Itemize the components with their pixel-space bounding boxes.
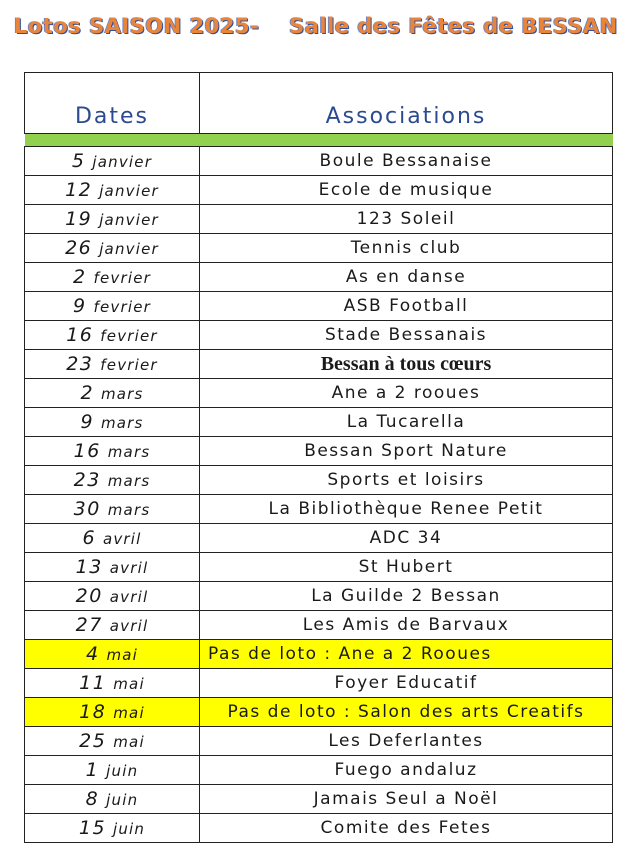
lotos-schedule-table	[24, 72, 613, 843]
date-day: 16	[66, 324, 94, 346]
table-row	[25, 582, 613, 611]
date-cell	[25, 669, 200, 698]
date-month: avril	[109, 617, 149, 635]
association-cell: Les Amis de Barvaux	[200, 611, 613, 640]
date-cell	[25, 640, 200, 669]
page-title	[14, 14, 618, 44]
date-cell	[25, 379, 200, 408]
date-day: 25	[79, 730, 107, 752]
date-cell	[25, 727, 200, 756]
date-day: 13	[75, 556, 103, 578]
date-day: 5	[71, 150, 86, 172]
date-cell	[25, 234, 200, 263]
date-day: 23	[73, 469, 101, 491]
table-row	[25, 379, 613, 408]
date-cell	[25, 466, 200, 495]
date-cell	[25, 553, 200, 582]
association-cell: Ane a 2 rooues	[200, 379, 613, 408]
date-cell	[25, 147, 200, 176]
table-row	[25, 292, 613, 321]
table-row	[25, 234, 613, 263]
date-month: mars	[107, 443, 151, 461]
table-row	[25, 321, 613, 350]
table-row	[25, 756, 613, 785]
date-cell	[25, 437, 200, 466]
association-cell: St Hubert	[200, 553, 613, 582]
association-cell: ASB Football	[200, 292, 613, 321]
date-month: fevrier	[93, 269, 152, 287]
association-cell: Pas de loto : Ane a 2 Rooues	[200, 640, 613, 669]
table-row	[25, 727, 613, 756]
date-day: 4	[85, 643, 100, 665]
association-cell: La Bibliothèque Renee Petit	[200, 495, 613, 524]
table-row	[25, 698, 613, 727]
association-cell: 123 Soleil	[200, 205, 613, 234]
table-row	[25, 263, 613, 292]
table-row	[25, 147, 613, 176]
date-month: avril	[102, 530, 142, 548]
date-day: 2	[72, 266, 87, 288]
date-month: mars	[100, 414, 144, 432]
date-day: 9	[72, 295, 87, 317]
association-cell: Tennis club	[200, 234, 613, 263]
table-row	[25, 553, 613, 582]
association-cell: Bessan à tous cœurs	[200, 350, 613, 379]
table-row	[25, 466, 613, 495]
table-row	[25, 205, 613, 234]
date-cell	[25, 756, 200, 785]
date-month: fevrier	[100, 356, 158, 374]
date-day: 6	[82, 527, 97, 549]
date-day: 8	[85, 788, 100, 810]
date-day: 12	[65, 179, 93, 201]
date-month: mai	[113, 675, 145, 693]
association-cell: Sports et loisirs	[200, 466, 613, 495]
date-cell	[25, 582, 200, 611]
date-month: fevrier	[100, 327, 158, 345]
date-cell	[25, 698, 200, 727]
table-row	[25, 437, 613, 466]
date-month: mars	[107, 472, 151, 490]
association-cell: Les Deferlantes	[200, 727, 613, 756]
table-row	[25, 176, 613, 205]
date-cell	[25, 495, 200, 524]
table-row	[25, 611, 613, 640]
title-venue: Salle des Fêtes de BESSAN	[289, 14, 618, 38]
date-day: 20	[75, 585, 103, 607]
date-cell	[25, 263, 200, 292]
table-row	[25, 408, 613, 437]
date-month: janvier	[92, 153, 153, 171]
date-month: juin	[106, 762, 139, 780]
date-cell	[25, 292, 200, 321]
association-cell: Foyer Educatif	[200, 669, 613, 698]
association-cell: Comite des Fetes	[200, 814, 613, 843]
date-day: 2	[80, 382, 95, 404]
table-row	[25, 495, 613, 524]
association-cell: Fuego andaluz	[200, 756, 613, 785]
date-month: janvier	[99, 211, 159, 229]
table-row	[25, 640, 613, 669]
date-day: 23	[66, 353, 94, 375]
date-month: janvier	[99, 240, 159, 258]
association-cell: Stade Bessanais	[200, 321, 613, 350]
date-cell	[25, 814, 200, 843]
column-header-dates: Dates	[25, 73, 200, 134]
association-cell: Ecole de musique	[200, 176, 613, 205]
date-day: 30	[73, 498, 101, 520]
date-cell	[25, 321, 200, 350]
date-day: 16	[73, 440, 101, 462]
header-band	[25, 134, 613, 147]
association-cell: Boule Bessanaise	[200, 147, 613, 176]
date-month: avril	[109, 559, 149, 577]
date-day: 27	[75, 614, 103, 636]
date-month: mai	[113, 733, 145, 751]
association-cell: Jamais Seul a Noël	[200, 785, 613, 814]
date-cell	[25, 524, 200, 553]
date-month: mars	[100, 385, 144, 403]
date-day: 19	[65, 208, 93, 230]
date-day: 15	[78, 817, 107, 839]
association-cell: ADC 34	[200, 524, 613, 553]
table-row	[25, 669, 613, 698]
date-month: mars	[107, 501, 151, 519]
date-cell	[25, 350, 200, 379]
date-cell	[25, 408, 200, 437]
title-season: Lotos SAISON 2025-	[14, 14, 260, 38]
association-cell: La Tucarella	[200, 408, 613, 437]
date-cell	[25, 611, 200, 640]
date-month: avril	[109, 588, 149, 606]
date-day: 26	[65, 237, 93, 259]
association-cell: Pas de loto : Salon des arts Creatifs	[200, 698, 613, 727]
table-row	[25, 350, 613, 379]
date-day: 1	[85, 759, 100, 781]
date-month: fevrier	[93, 298, 152, 316]
date-cell	[25, 205, 200, 234]
date-cell	[25, 785, 200, 814]
table-row	[25, 524, 613, 553]
date-cell	[25, 176, 200, 205]
association-cell: As en danse	[200, 263, 613, 292]
date-day: 11	[79, 672, 107, 694]
date-month: janvier	[99, 182, 159, 200]
column-header-associations: Associations	[200, 73, 613, 134]
association-cell: Bessan Sport Nature	[200, 437, 613, 466]
table-row	[25, 814, 613, 843]
date-day: 9	[80, 411, 95, 433]
date-day: 18	[79, 701, 107, 723]
date-month: mai	[106, 646, 139, 664]
association-cell: La Guilde 2 Bessan	[200, 582, 613, 611]
table-row	[25, 785, 613, 814]
date-month: juin	[106, 791, 139, 809]
date-month: juin	[112, 820, 146, 838]
table-header-row	[25, 73, 613, 134]
date-month: mai	[113, 704, 145, 722]
